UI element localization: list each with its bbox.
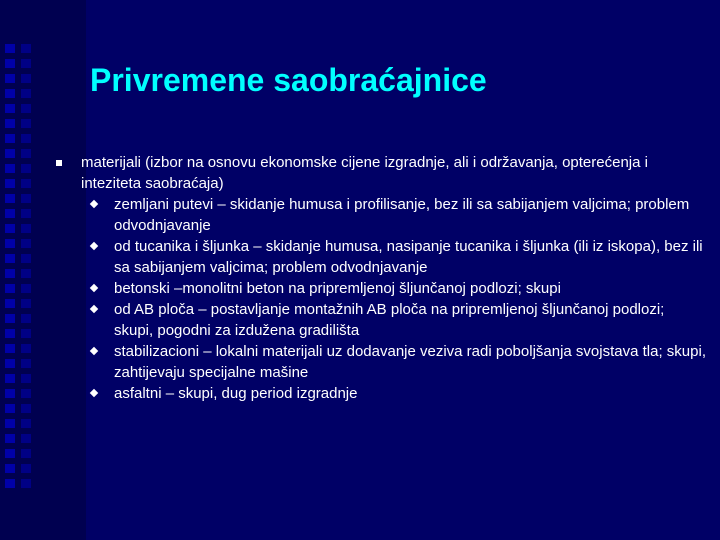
diamond-bullet-icon [90,347,98,355]
list-item [81,341,706,383]
sub-bullet-text: betonski –monolitni beton na pripremljenoj šljunčanoj podlozi; skupi [114,280,561,297]
sub-bullet-text: asfaltni – skupi, dug period izgradnje [114,385,358,402]
decor-squares-column-right [21,44,31,494]
square-bullet-icon [56,160,62,166]
diamond-bullet-icon [90,284,98,292]
diamond-bullet-icon [90,305,98,313]
list-item [81,299,706,341]
main-bullet-item [56,152,706,404]
diamond-bullet-icon [90,242,98,250]
list-item [81,278,706,299]
sub-bullet-text: zemljani putevi – skidanje humusa i profilisanje, bez ili sa sabijanjem valjcima; problem odvodnjavanje [114,196,690,234]
sub-bullet-text: stabilizacioni – lokalni materijali uz dodavanje veziva radi poboljšanja svojstava tla; skupi, zahtijevaju specijalne mašine [114,343,706,381]
list-item [81,236,706,278]
diamond-bullet-icon [90,200,98,208]
diamond-bullet-icon [90,389,98,397]
main-bullet-text: materijali (izbor na osnovu ekonomske cijene izgradnje, ali i održavanja, opterećenja i inteziteta saobraćaja) [81,154,648,192]
list-item [81,383,706,404]
slide-title: Privremene saobraćajnice [90,62,487,98]
list-item [81,194,706,236]
sub-bullet-text: od tucanika i šljunka – skidanje humusa, nasipanje tucanika i šljunka (ili iz iskopa), bez ili sa sabijanjem valjcima; problem odvodnjavanje [114,238,703,276]
sub-bullet-text: od AB ploča – postavljanje montažnih AB ploča na pripremljenoj šljunčanoj podlozi; skupi, pogodni za izdužena gradilišta [114,301,665,339]
sub-bullet-list [81,194,706,404]
slide-content [56,152,706,404]
decor-squares-column-left [5,44,15,494]
